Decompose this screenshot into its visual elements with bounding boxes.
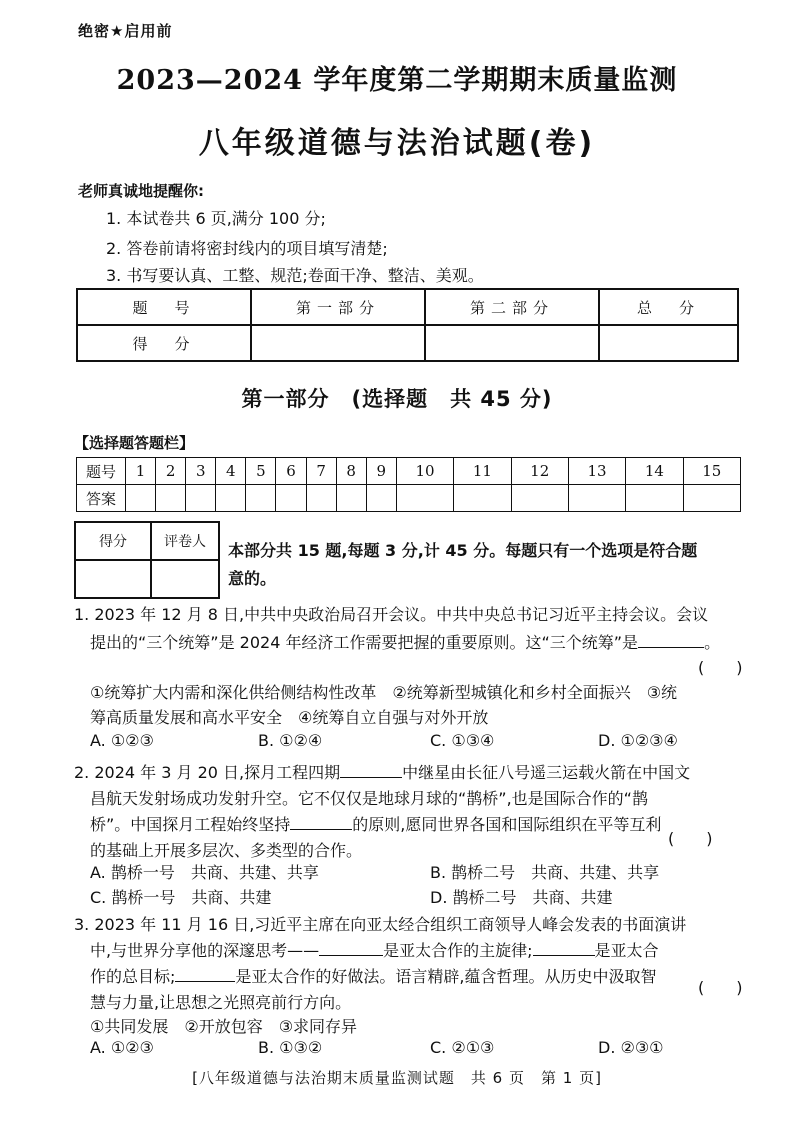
question-number-cell: 4 — [216, 458, 246, 485]
notice-item-3: 3. 书写要认真、工整、规范;卷面干净、整洁、美观。 — [106, 266, 484, 285]
grader-score-cell[interactable] — [75, 560, 151, 598]
page-footer: [八年级道德与法治期末质量监测试题 共 6 页 第 1 页] — [192, 1069, 602, 1087]
q1-answer-paren[interactable]: ( ) — [698, 658, 743, 677]
q2-blank-2[interactable] — [290, 815, 352, 830]
answer-cell[interactable] — [186, 485, 216, 512]
q3-option-a[interactable]: A. ①②③ — [90, 1038, 154, 1057]
q2-option-b[interactable]: B. 鹊桥二号 共商、共建、共享 — [430, 863, 660, 882]
question-number-cell: 14 — [626, 458, 683, 485]
exam-title-line2: 八年级道德与法治试题(卷) — [198, 126, 596, 161]
q3-option-statements: ①共同发展 ②开放包容 ③求同存异 — [90, 1017, 358, 1036]
score-cell-total[interactable] — [599, 325, 738, 361]
answer-table-number-row — [77, 458, 741, 485]
question-number-cell: 6 — [276, 458, 306, 485]
score-header-total: 总 分 — [599, 289, 738, 325]
q3-line2 — [90, 938, 659, 961]
q2-line2: 昌航天发射场成功发射升空。它不仅仅是地球月球的“鹊桥”,也是国际合作的“鹊 — [90, 789, 648, 808]
grader-table — [74, 521, 220, 599]
question-number-cell: 3 — [186, 458, 216, 485]
answer-cell[interactable] — [276, 485, 306, 512]
answer-cell[interactable] — [396, 485, 453, 512]
answer-cell[interactable] — [511, 485, 568, 512]
q2-line3-text-a: 桥”。中国探月工程始终坚持 — [90, 815, 291, 834]
q2-line3 — [90, 812, 661, 835]
score-table-score-row — [77, 325, 738, 361]
q1-option-statements-line2: 筹高质量发展和高水平安全 ④统筹自立自强与对外开放 — [90, 708, 489, 727]
q2-line3-text-b: 的原则,愿同世界各国和国际组织在平等互利 — [352, 815, 662, 834]
q3-blank-3[interactable] — [175, 967, 235, 982]
q1-stem-end: 。 — [704, 633, 721, 652]
q3-line1: 3. 2023 年 11 月 16 日,习近平主席在向亚太经合组织工商领导人峰会发表的书面演讲 — [74, 915, 687, 934]
q2-option-d[interactable]: D. 鹊桥二号 共商、共建 — [430, 888, 613, 907]
q1-option-b[interactable]: B. ①②④ — [258, 731, 323, 750]
q2-line1-text-a: 2. 2024 年 3 月 20 日,探月工程四期 — [74, 763, 341, 782]
exam-title-line1: 2023—2024 学年度第二学期期末质量监测 — [116, 65, 678, 96]
notice-item-2: 2. 答卷前请将密封线内的项目填写清楚; — [106, 239, 388, 258]
q1-option-d[interactable]: D. ①②③④ — [598, 731, 678, 750]
notice-item-1: 1. 本试卷共 6 页,满分 100 分; — [106, 209, 326, 228]
q2-blank-1[interactable] — [340, 763, 402, 778]
question-number-cell: 12 — [511, 458, 568, 485]
question-number-cell: 1 — [126, 458, 156, 485]
question-number-cell: 8 — [336, 458, 366, 485]
q2-line1 — [74, 760, 690, 783]
answer-cell[interactable] — [156, 485, 186, 512]
grader-header-reviewer: 评卷人 — [151, 522, 219, 560]
score-header-part1: 第一部分 — [251, 289, 425, 325]
score-cell-part2[interactable] — [425, 325, 599, 361]
q1-line1: 1. 2023 年 12 月 8 日,中共中央政治局召开会议。中共中央总书记习近平主持会议。会议 — [74, 605, 709, 624]
q1-option-statements-line1: ①统筹扩大内需和深化供给侧结构性改革 ②统筹新型城镇化和乡村全面振兴 ③统 — [90, 683, 678, 702]
answer-cell[interactable] — [336, 485, 366, 512]
q2-line4: 的基础上开展多层次、多类型的合作。 — [90, 841, 363, 860]
answer-cell[interactable] — [454, 485, 511, 512]
answer-row-label-number: 题号 — [77, 458, 126, 485]
q1-option-a[interactable]: A. ①②③ — [90, 731, 154, 750]
answer-cell[interactable] — [216, 485, 246, 512]
confidential-label: 绝密★启用前 — [78, 22, 173, 40]
grader-header-score: 得分 — [75, 522, 151, 560]
q2-option-c[interactable]: C. 鹊桥一号 共商、共建 — [90, 888, 272, 907]
answer-cell[interactable] — [366, 485, 396, 512]
answer-cell[interactable] — [626, 485, 683, 512]
part-intro-line2: 意的。 — [228, 569, 277, 588]
q2-option-a[interactable]: A. 鹊桥一号 共商、共建、共享 — [90, 863, 319, 882]
answer-cell[interactable] — [306, 485, 336, 512]
q3-line4: 慧与力量,让思想之光照亮前行方向。 — [90, 993, 352, 1012]
score-header-part2: 第二部分 — [425, 289, 599, 325]
grader-header-row — [75, 522, 219, 560]
grader-value-row — [75, 560, 219, 598]
section1-title: 第一部分 (选择题 共 45 分) — [241, 387, 553, 411]
question-number-cell: 15 — [683, 458, 740, 485]
q1-stem-text: 提出的“三个统筹”是 2024 年经济工作需要把握的重要原则。这“三个统筹”是 — [90, 633, 639, 652]
answer-cell[interactable] — [568, 485, 625, 512]
q3-line3-text-b: 是亚太合作的好做法。语言精辟,蕴含哲理。从历史中汲取智 — [235, 967, 657, 986]
answer-cell[interactable] — [246, 485, 276, 512]
q2-line1-text-b: 中继星由长征八号遥三运载火箭在中国文 — [402, 763, 691, 782]
q3-blank-2[interactable] — [533, 941, 595, 956]
score-table — [76, 288, 739, 362]
q1-answer-blank[interactable] — [638, 633, 704, 648]
q3-answer-paren[interactable]: ( ) — [698, 978, 743, 997]
answer-table-answer-row — [77, 485, 741, 512]
answer-row-label-answer: 答案 — [77, 485, 126, 512]
answer-cell[interactable] — [683, 485, 740, 512]
q3-line2-text-c: 是亚太合 — [594, 941, 659, 960]
q3-option-b[interactable]: B. ①③② — [258, 1038, 323, 1057]
answer-bar-heading: 【选择题答题栏】 — [74, 434, 195, 452]
q3-blank-1[interactable] — [319, 941, 383, 956]
score-cell-part1[interactable] — [251, 325, 425, 361]
question-number-cell: 7 — [306, 458, 336, 485]
q1-option-c[interactable]: C. ①③④ — [430, 731, 495, 750]
q1-line2 — [90, 630, 720, 653]
question-number-cell: 10 — [396, 458, 453, 485]
grader-reviewer-cell[interactable] — [151, 560, 219, 598]
question-number-cell: 5 — [246, 458, 276, 485]
notice-heading: 老师真诚地提醒你: — [78, 182, 204, 200]
score-row-label: 得 分 — [77, 325, 251, 361]
q3-option-d[interactable]: D. ②③① — [598, 1038, 664, 1057]
score-header-question-number: 题 号 — [77, 289, 251, 325]
question-number-cell: 2 — [156, 458, 186, 485]
part-intro-line1: 本部分共 15 题,每题 3 分,计 45 分。每题只有一个选项是符合题 — [228, 541, 698, 560]
answer-cell[interactable] — [126, 485, 156, 512]
answer-table — [76, 457, 741, 512]
q3-line2-text-a: 中,与世界分享他的深邃思考—— — [90, 941, 320, 960]
q3-line3 — [90, 964, 657, 987]
score-table-header-row — [77, 289, 738, 325]
q3-option-c[interactable]: C. ②①③ — [430, 1038, 495, 1057]
question-number-cell: 13 — [568, 458, 625, 485]
question-number-cell: 9 — [366, 458, 396, 485]
q2-answer-paren[interactable]: ( ) — [668, 829, 713, 848]
q3-line2-text-b: 是亚太合作的主旋律; — [383, 941, 533, 960]
question-number-cell: 11 — [454, 458, 511, 485]
q3-line3-text-a: 作的总目标; — [90, 967, 176, 986]
